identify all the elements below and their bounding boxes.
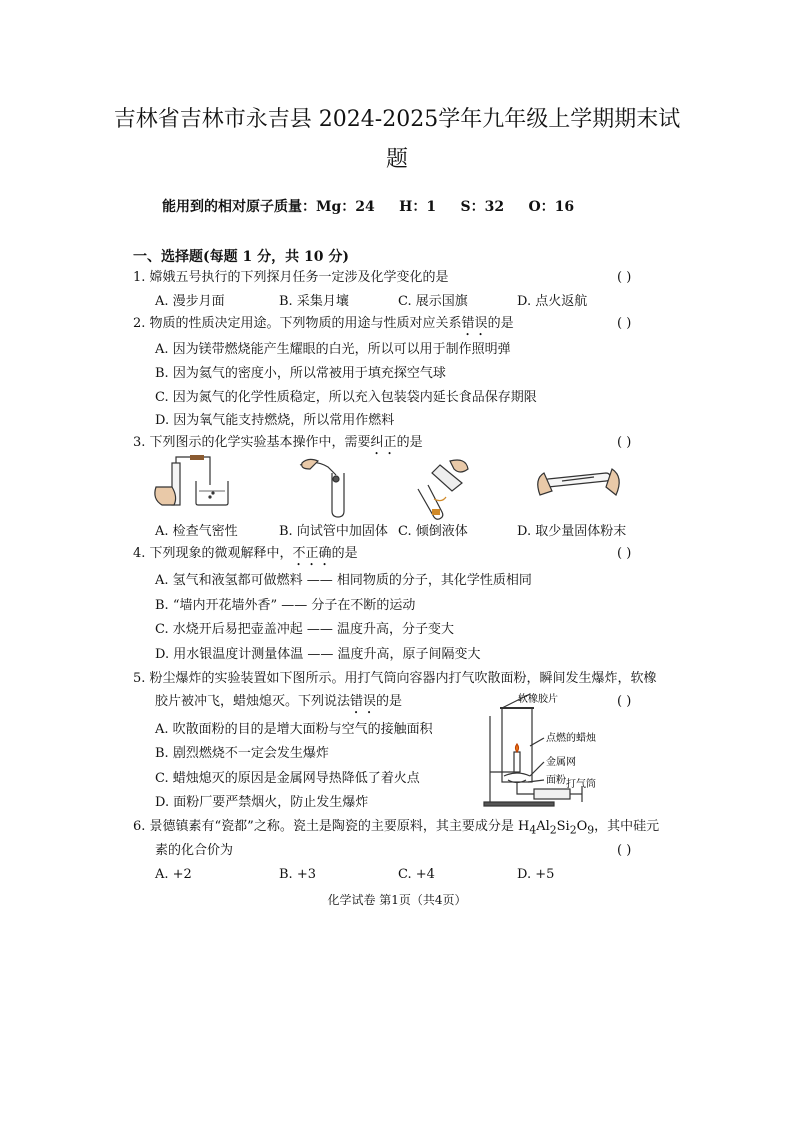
answer-paren: ( ) <box>617 546 632 561</box>
question-3-stem: 3. 下列图示的化学实验基本操作中，需要纠正的是 <box>133 435 423 450</box>
stand-base <box>484 802 554 806</box>
section-heading: 一、选择题(每题 1 分，共 10 分) <box>133 249 349 265</box>
answer-paren: ( ) <box>617 694 632 709</box>
air-pump <box>534 789 570 799</box>
q4-option-a: A. 氢气和液氢都可做燃料 —— 相同物质的分子，其化学性质相同 <box>155 573 532 588</box>
q1-option-c: C. 展示国旗 <box>398 294 468 309</box>
q6-option-a: A. +2 <box>155 867 192 882</box>
answer-paren: ( ) <box>617 270 632 285</box>
chemical-formula: $H_4Al_2Si_2O_9$ <box>517 819 595 837</box>
label-lit-candle: 点燃的蜡烛 <box>546 733 596 744</box>
atomic-mass-line: 能用到的相对原子质量：Mg：24 H：1 S：32 O：16 <box>162 199 575 215</box>
answer-paren: ( ) <box>617 316 632 331</box>
question-2-stem: 2. 物质的性质决定用途。下列物质的用途与性质对应关系错误的是 <box>133 316 514 331</box>
figure-take-powder <box>538 469 619 495</box>
q2-option-c: C. 因为氮气的化学性质稳定，所以充入包装袋内延长食品保存期限 <box>155 390 537 405</box>
q6-option-d: D. +5 <box>517 867 555 882</box>
label-rubber-sheet: 软橡胶片 <box>518 694 558 705</box>
question-5-stem-continued: 胶片被冲飞，蜡烛熄灭。下列说法错误的是 <box>155 694 403 709</box>
page-title-continued: 题 <box>385 147 408 172</box>
q3-option-d: D. 取少量固体粉末 <box>517 524 627 539</box>
page-title: 吉林省吉林市永吉县 2024-2025学年九年级上学期期末试 <box>113 107 681 132</box>
q3-option-c: C. 倾倒液体 <box>398 524 468 539</box>
q1-option-d: D. 点火返航 <box>517 294 588 309</box>
q5-option-c: C. 蜡烛熄灭的原因是金属网导热降低了着火点 <box>155 771 420 786</box>
q4-option-d: D. 用水银温度计测量体温 —— 温度升高，原子间隔变大 <box>155 647 481 662</box>
q5-option-a: A. 吹散面粉的目的是增大面粉与空气的接触面积 <box>155 722 433 737</box>
metal-mesh <box>504 773 530 776</box>
q2-option-a: A. 因为镁带燃烧能产生耀眼的白光，所以可以用于制作照明弹 <box>155 342 511 357</box>
answer-paren: ( ) <box>617 843 632 858</box>
figure-pour-liquid <box>418 460 468 519</box>
flame <box>516 744 519 752</box>
q1-option-b: B. 采集月壤 <box>279 294 349 309</box>
q4-option-c: C. 水烧开后易把壶盖冲起 —— 温度升高，分子变大 <box>155 622 455 637</box>
question-1-stem: 1. 嫦娥五号执行的下列探月任务一定涉及化学变化的是 <box>133 270 449 285</box>
dust-explosion-apparatus <box>470 690 610 810</box>
label-flour: 面粉 <box>546 775 566 786</box>
q3-option-b: B. 向试管中加固体 <box>279 524 388 539</box>
label-metal-mesh: 金属网 <box>546 757 576 768</box>
page-footer: 化学试卷 第1页（共4页） <box>327 893 467 907</box>
q5-option-b: B. 剧烈燃烧不一定会发生爆炸 <box>155 746 329 761</box>
q5-option-d: D. 面粉厂要严禁烟火，防止发生爆炸 <box>155 795 369 810</box>
lab-operation-figures <box>150 455 650 525</box>
label-air-pump: 打气筒 <box>566 779 596 790</box>
question-5-stem: 5. 粉尘爆炸的实验装置如下图所示。用打气筒向容器内打气吹散面粉，瞬间发生爆炸，软橡 <box>133 671 657 686</box>
figure-add-solid <box>300 459 344 517</box>
q4-option-b: B. “墙内开花墙外香” —— 分子在不断的运动 <box>155 598 416 613</box>
answer-paren: ( ) <box>617 435 632 450</box>
q1-option-a: A. 漫步月面 <box>155 294 225 309</box>
q6-option-c: C. +4 <box>398 867 435 882</box>
figure-airtightness-check <box>155 455 228 505</box>
question-4-stem: 4. 下列现象的微观解释中，不正确的是 <box>133 546 358 561</box>
q2-option-d: D. 因为氧气能支持燃烧，所以常用作燃料 <box>155 413 395 428</box>
q3-option-a: A. 检查气密性 <box>155 524 238 539</box>
candle <box>514 752 520 772</box>
q2-option-b: B. 因为氦气的密度小，所以常被用于填充探空气球 <box>155 366 446 381</box>
q6-option-b: B. +3 <box>279 867 316 882</box>
question-6-stem: 6. 景德镇素有“瓷都”之称。瓷土是陶瓷的主要原料，其主要成分是 $H_4Al_2Si_2O_9$，其中硅元 <box>133 819 660 837</box>
question-6-stem-continued: 素的化合价为 <box>155 843 234 858</box>
